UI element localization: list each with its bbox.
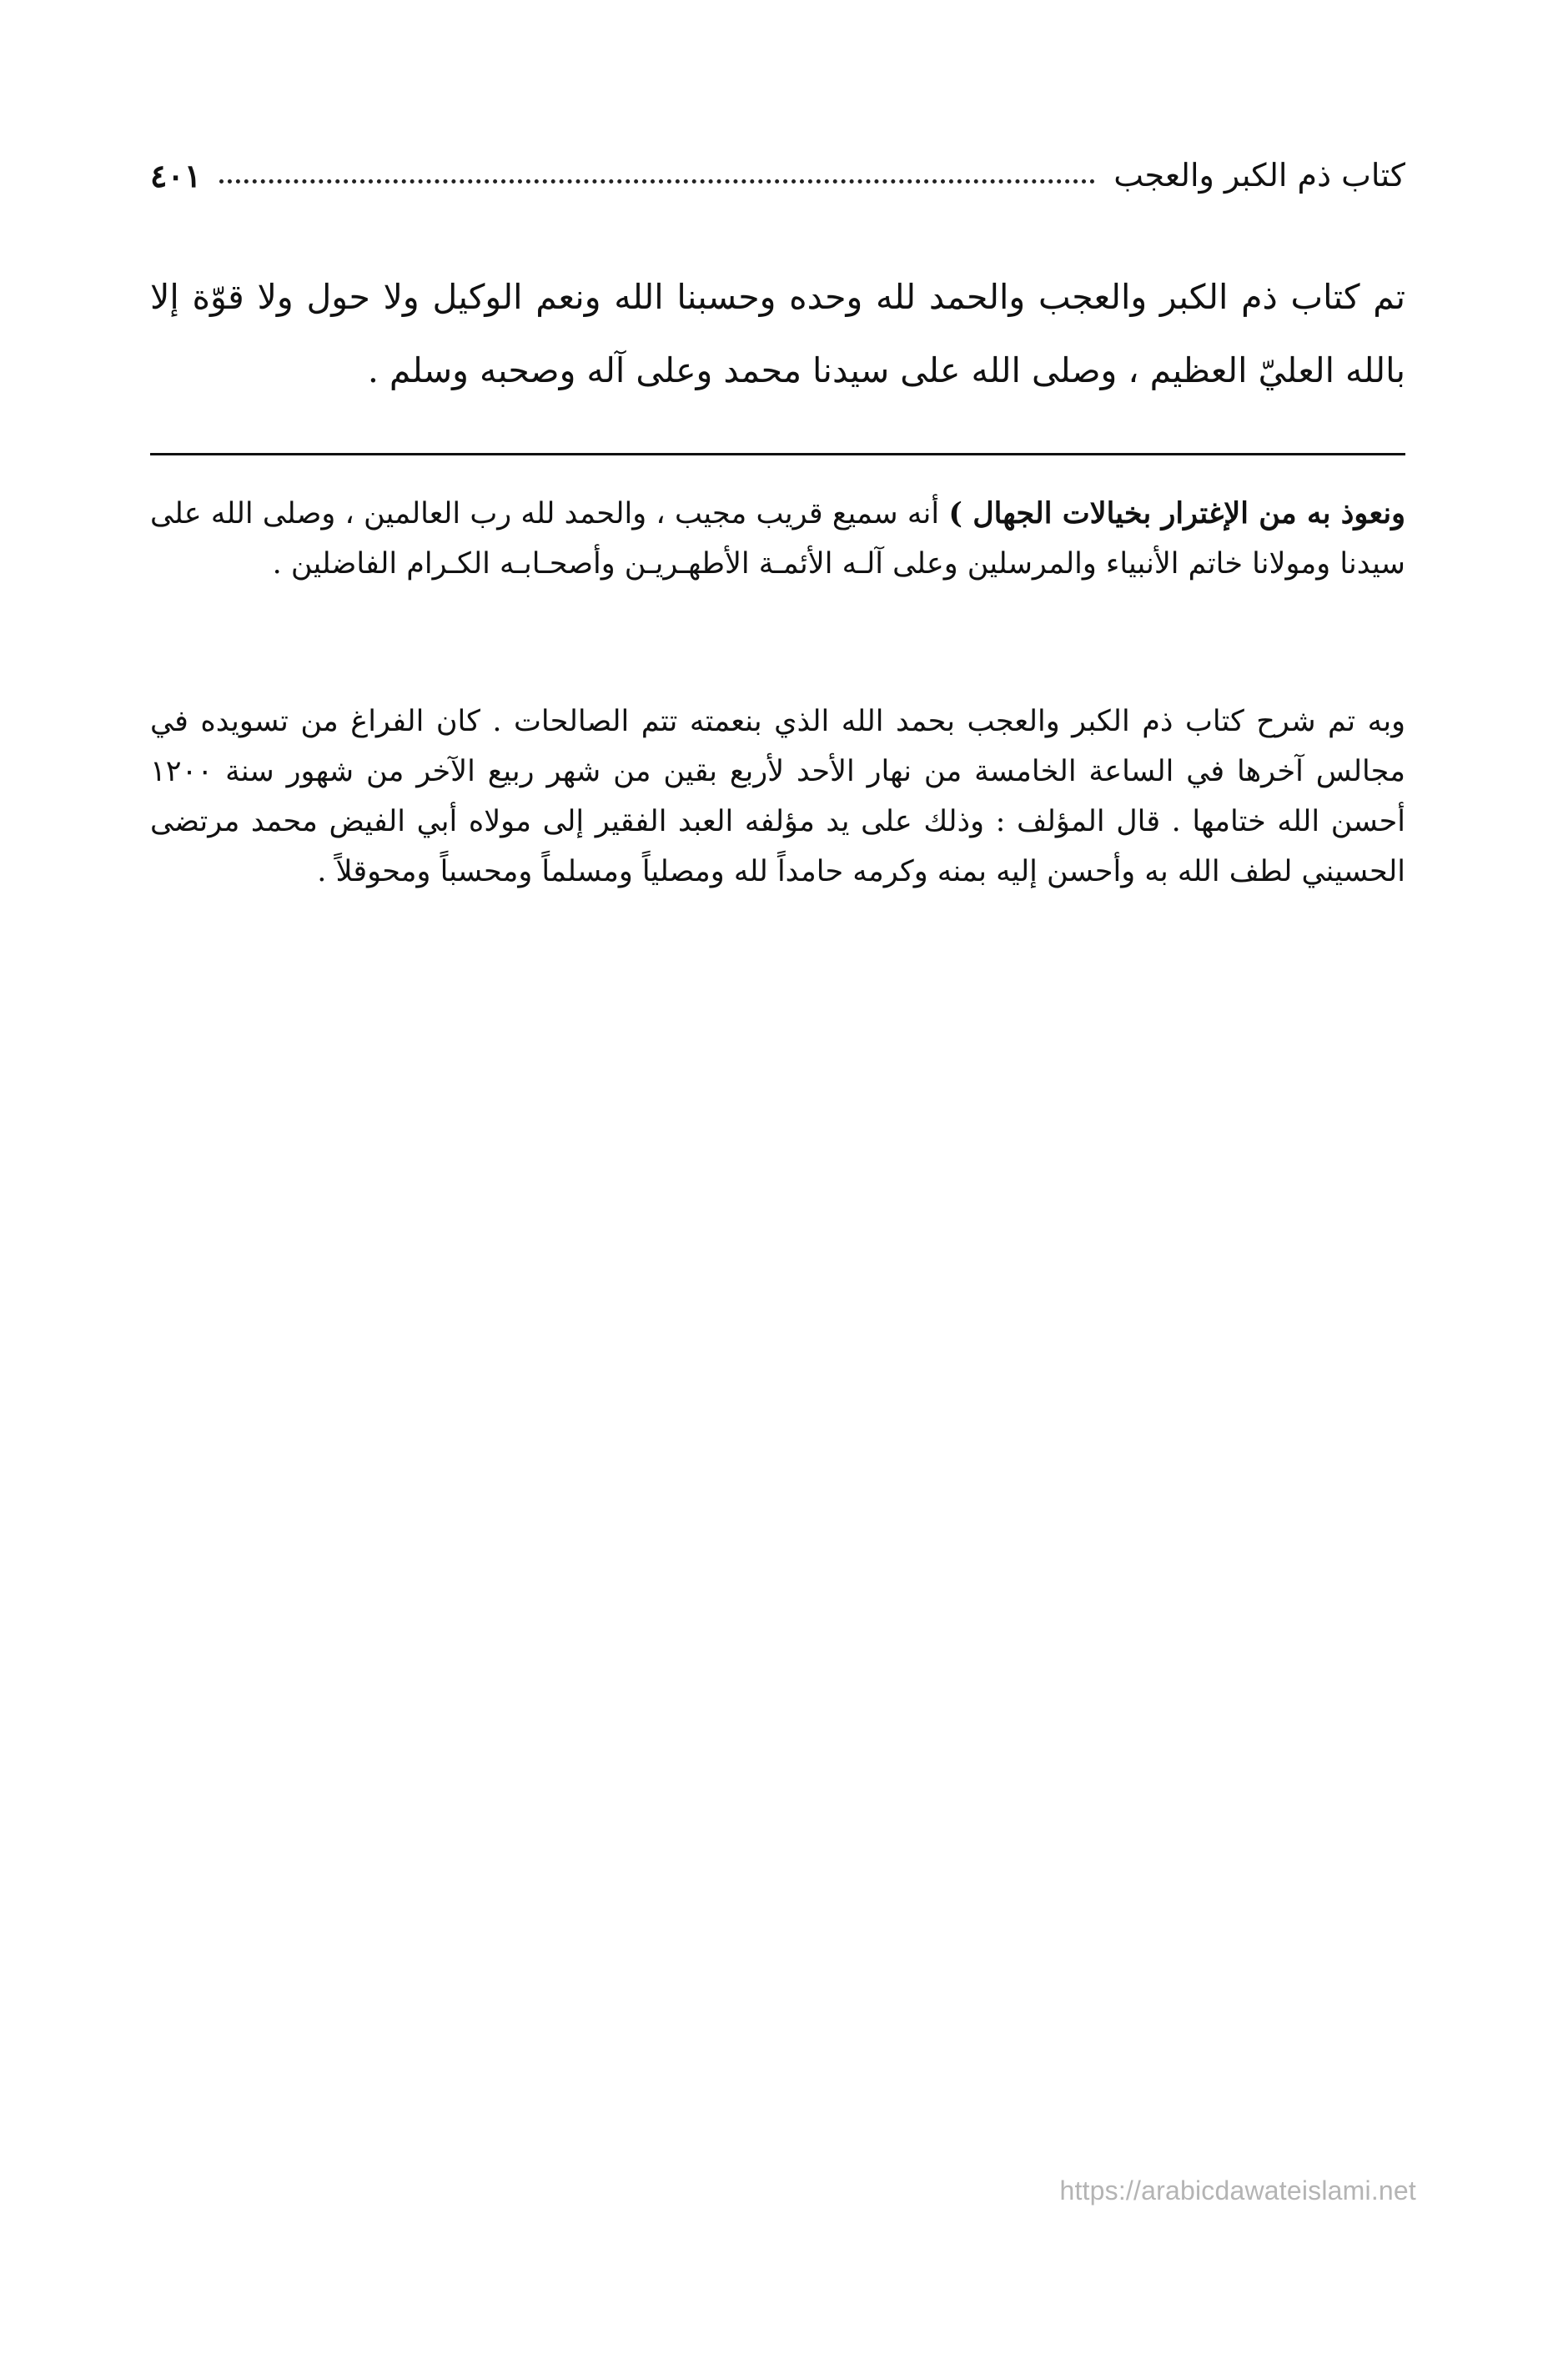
running-header [150, 150, 1405, 200]
closing-paragraph: تم كتاب ذم الكبر والعجب والحمد لله وحده وحسبنا الله ونعم الوكيل ولا حول ولا قوّة إلا بالله العليّ العظيم ، وصلى الله على سيدنا محمد وعلى آله وصحبه وسلم . [150, 277, 1405, 390]
running-header-title: كتاب ذم الكبر والعجب [1113, 157, 1405, 194]
footnote-paragraph-one-text: أنه سميع قريب مجيب ، والحمد لله رب العالمين ، وصلى الله على سيدنا ومولانا خاتم الأنبياء والمرسلين وعلى آلـه الأئمـة الأطهـريـن وأصحـابـه الكـرام الفاضلين . [150, 497, 1405, 581]
dot-leader [219, 179, 1095, 184]
source-url-watermark: https://arabicdawateislami.net [1059, 2175, 1416, 2206]
footnote-paragraph-two: وبه تم شرح كتاب ذم الكبر والعجب بحمد الله الذي بنعمته تتم الصالحات . كان الفراغ من تسويده في مجالس آخرها في الساعة الخامسة من نهار الأحد لأربع بقين من شهر ربيع الآخر من شهور سنة ١٢٠٠ أحسن الله ختامها . قال المؤلف : وذلك على يد مؤلفه العبد الفقير إلى مولاه أبي الفيض محمد مرتضى الحسيني لطف الله به وأحسن إليه بمنه وكرمه حامداً لله ومصلياً ومسلماً ومحسباً ومحوقلاً . [150, 705, 1405, 888]
page-number: ٤٠١ [150, 156, 202, 194]
footnote-paragraph-one [150, 489, 1405, 589]
footnote-bold-phrase: ونعوذ به من الإغترار بخيالات الجهال ) [948, 496, 1405, 531]
footnote-separator [150, 453, 1405, 455]
